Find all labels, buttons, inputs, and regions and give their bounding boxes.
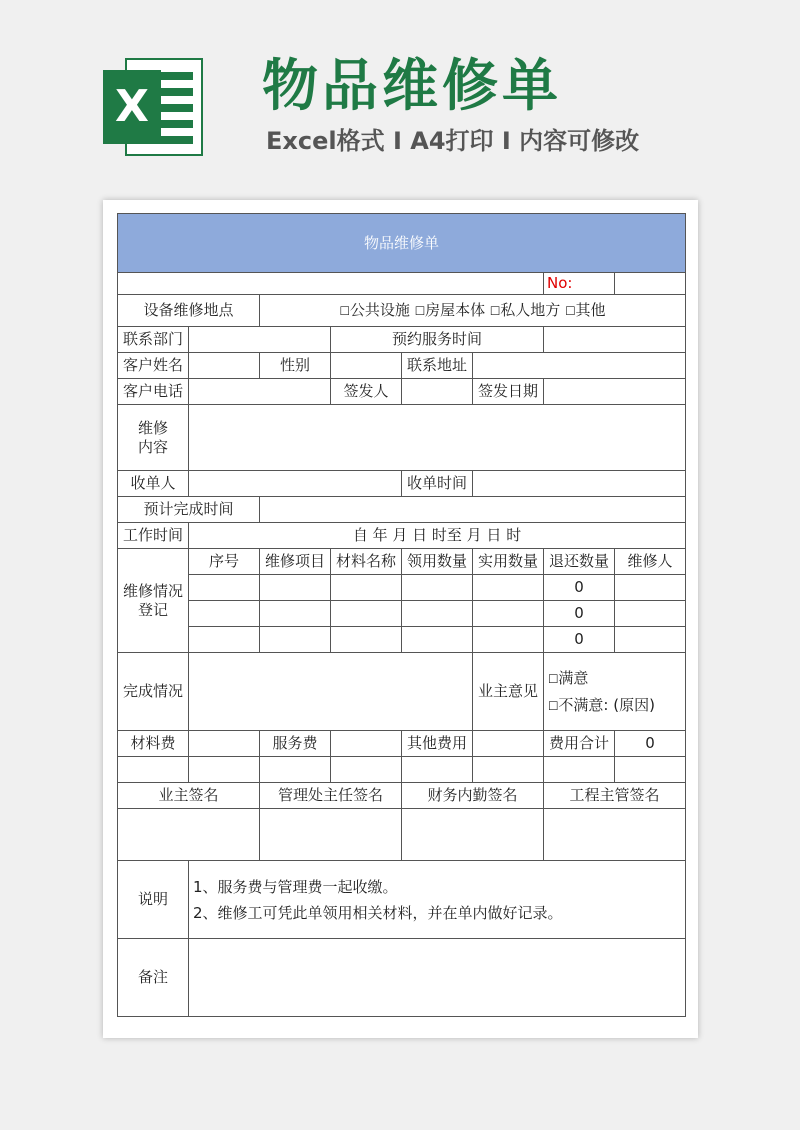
table-cell[interactable] (473, 601, 544, 627)
owner-opinion-label: 业主意见 (473, 653, 544, 731)
material-fee-label: 材料费 (118, 731, 189, 757)
table-cell[interactable] (260, 627, 331, 653)
form-paper (103, 200, 698, 1038)
table-cell[interactable] (260, 575, 331, 601)
receive-time-label: 收单时间 (402, 471, 473, 497)
table-cell[interactable] (260, 601, 331, 627)
engineer-signature-label: 工程主管签名 (544, 783, 686, 809)
table-cell[interactable] (189, 575, 260, 601)
table-cell[interactable] (331, 575, 402, 601)
return-qty-cell[interactable]: 0 (544, 575, 615, 601)
finance-signature-field[interactable] (402, 809, 544, 861)
engineer-signature-field[interactable] (544, 809, 686, 861)
issue-date-label: 签发日期 (473, 379, 544, 405)
gender-field[interactable] (331, 353, 402, 379)
column-header: 维修项目 (260, 549, 331, 575)
checkbox-icon: □ (339, 303, 350, 317)
page-subtitle: Excel格式 I A4打印 I 内容可修改 (266, 127, 640, 155)
remarks-field[interactable] (189, 939, 686, 1017)
owner-opinion-options (544, 653, 686, 731)
form-number-field[interactable] (615, 273, 686, 295)
repair-form-table (117, 213, 686, 1017)
service-fee-label: 服务费 (260, 731, 331, 757)
checkbox-icon: □ (548, 698, 559, 711)
location-label: 设备维修地点 (118, 295, 260, 327)
location-option-building[interactable]: □房屋本体 (414, 301, 486, 320)
owner-signature-field[interactable] (118, 809, 260, 861)
issuer-label: 签发人 (331, 379, 402, 405)
dept-label: 联系部门 (118, 327, 189, 353)
material-fee-field[interactable] (189, 731, 260, 757)
column-header: 维修人 (615, 549, 686, 575)
table-cell[interactable] (615, 627, 686, 653)
opinion-satisfied[interactable]: □满意 (548, 669, 589, 687)
table-cell[interactable] (615, 601, 686, 627)
completion-label: 完成情况 (118, 653, 189, 731)
excel-logo-icon: X (103, 58, 205, 156)
repair-content-field[interactable] (189, 405, 686, 471)
opinion-unsatisfied[interactable]: □不满意: (原因) (548, 695, 655, 714)
address-field[interactable] (473, 353, 686, 379)
checkbox-icon: □ (548, 671, 559, 685)
column-header: 退还数量 (544, 549, 615, 575)
appointment-label: 预约服务时间 (331, 327, 544, 353)
completion-field[interactable] (189, 653, 473, 731)
page-title: 物品维修单 (262, 54, 562, 119)
form-number-label: No: (544, 273, 615, 295)
checkbox-icon: □ (489, 303, 501, 317)
table-cell[interactable] (331, 627, 402, 653)
manager-signature-label: 管理处主任签名 (260, 783, 402, 809)
repair-content-label: 维修 内容 (118, 405, 189, 471)
service-fee-field[interactable] (331, 731, 402, 757)
receive-time-field[interactable] (473, 471, 686, 497)
finance-signature-label: 财务内勤签名 (402, 783, 544, 809)
customer-phone-field[interactable] (189, 379, 331, 405)
customer-name-field[interactable] (189, 353, 260, 379)
return-qty-cell[interactable]: 0 (544, 601, 615, 627)
repair-log-label: 维修情况 登记 (118, 549, 189, 653)
table-row (118, 627, 686, 653)
remarks-label: 备注 (118, 939, 189, 1017)
checkbox-icon: □ (414, 303, 426, 317)
column-header: 领用数量 (402, 549, 473, 575)
expected-finish-label: 预计完成时间 (118, 497, 260, 523)
table-row (118, 575, 686, 601)
table-cell[interactable] (402, 627, 473, 653)
issue-date-field[interactable] (544, 379, 686, 405)
customer-phone-label: 客户电话 (118, 379, 189, 405)
table-cell[interactable] (615, 575, 686, 601)
notes-text (189, 861, 686, 939)
table-cell[interactable] (331, 601, 402, 627)
note-line: 2、维修工可凭此单领用相关材料，并在单内做好记录。 (193, 903, 563, 922)
receiver-label: 收单人 (118, 471, 189, 497)
column-header: 序号 (189, 549, 260, 575)
form-heading: 物品维修单 (118, 214, 686, 273)
column-header: 实用数量 (473, 549, 544, 575)
address-label: 联系地址 (402, 353, 473, 379)
customer-name-label: 客户姓名 (118, 353, 189, 379)
location-options (260, 295, 686, 327)
location-option-public[interactable]: □公共设施 (339, 301, 410, 320)
appointment-field[interactable] (544, 327, 686, 353)
table-cell[interactable] (402, 575, 473, 601)
table-cell[interactable] (189, 601, 260, 627)
other-fee-field[interactable] (473, 731, 544, 757)
location-option-other[interactable]: □其他 (565, 301, 606, 320)
gender-label: 性别 (260, 353, 331, 379)
other-fee-label: 其他费用 (402, 731, 473, 757)
total-fee-value[interactable]: 0 (615, 731, 686, 757)
owner-signature-label: 业主签名 (118, 783, 260, 809)
notes-label: 说明 (118, 861, 189, 939)
return-qty-cell[interactable]: 0 (544, 627, 615, 653)
work-time-field[interactable]: 自 年 月 日 时至 月 日 时 (189, 523, 686, 549)
total-fee-label: 费用合计 (544, 731, 615, 757)
receiver-field[interactable] (189, 471, 402, 497)
location-option-private[interactable]: □私人地方 (489, 301, 561, 320)
table-cell[interactable] (473, 575, 544, 601)
column-header: 材料名称 (331, 549, 402, 575)
dept-field[interactable] (189, 327, 331, 353)
checkbox-icon: □ (565, 303, 576, 317)
manager-signature-field[interactable] (260, 809, 402, 861)
issuer-field[interactable] (402, 379, 473, 405)
table-cell[interactable] (189, 627, 260, 653)
work-time-label: 工作时间 (118, 523, 189, 549)
table-row (118, 601, 686, 627)
note-line: 1、服务费与管理费一起收缴。 (193, 877, 398, 896)
table-cell[interactable] (473, 627, 544, 653)
expected-finish-field[interactable] (260, 497, 686, 523)
table-cell[interactable] (402, 601, 473, 627)
